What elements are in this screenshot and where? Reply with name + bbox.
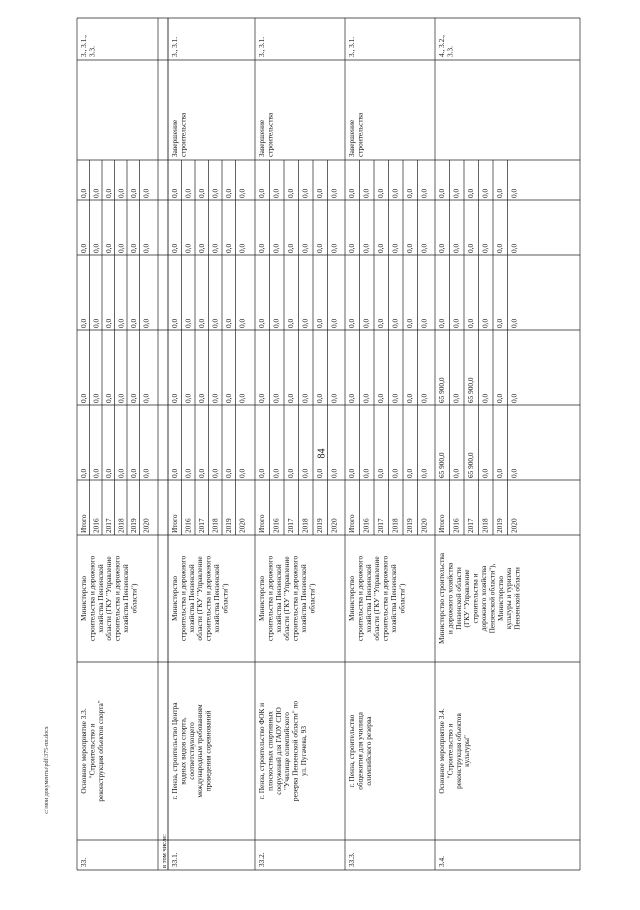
amount-value: 0,0	[79, 243, 88, 253]
amount-value: 0,0	[509, 318, 519, 328]
amount-value: 0,0	[210, 188, 220, 198]
year-label: 2020	[237, 518, 247, 533]
amount-value: 65 900,0	[466, 377, 475, 403]
year-label: 2018	[300, 518, 310, 533]
amount-value: 0,0	[300, 188, 310, 198]
amount-value: 0,0	[451, 318, 461, 328]
amount-value: 0,0	[451, 188, 461, 198]
amount-value: 0,0	[376, 468, 385, 478]
amount-value: 0,0	[224, 188, 233, 198]
amount-value: 0,0	[104, 243, 113, 253]
amount-value: 0,0	[509, 468, 519, 478]
amount-value: 0,0	[116, 318, 126, 328]
amount-value: 0,0	[129, 188, 138, 198]
amount-value: 0,0	[237, 188, 247, 198]
amount-value: 65 900,0	[466, 452, 475, 478]
amount-value: 0,0	[257, 188, 266, 198]
year-label: 2020	[141, 518, 151, 533]
responsible-executor: строительства и дорожного	[203, 555, 213, 642]
amount-value: 0,0	[480, 188, 490, 198]
amount-value: 0,0	[437, 318, 446, 328]
amount-value: 0,0	[170, 318, 179, 328]
responsible-executor: Пензенской области"),	[487, 563, 497, 634]
indicator-ref: 3., 3.1.	[257, 36, 266, 57]
year-label: 2019	[129, 518, 138, 533]
amount-value: 0,0	[129, 468, 138, 478]
activity-name: водных видов спорта,	[178, 717, 188, 785]
activity-name: реконструкция объектов	[453, 713, 463, 789]
activity-name: г. Пенза, строительство ФОК и	[257, 702, 266, 800]
amount-value: 0,0	[466, 243, 475, 253]
amount-value: 0,0	[315, 188, 324, 198]
amount-value: 0,0	[210, 243, 220, 253]
amount-value: 0,0	[271, 393, 281, 403]
amount-value: 0,0	[237, 318, 247, 328]
responsible-executor: Пензенской области	[512, 567, 522, 630]
amount-value: 0,0	[419, 318, 429, 328]
year-label: 2017	[104, 518, 113, 533]
amount-value: 0,0	[129, 393, 138, 403]
amount-value: 0,0	[104, 318, 113, 328]
year-label: 2016	[361, 518, 371, 533]
amount-value: 0,0	[79, 468, 88, 478]
expected-result: Завершение	[170, 119, 179, 157]
amount-value: 0,0	[91, 318, 101, 328]
amount-value: 0,0	[141, 243, 151, 253]
amount-value: 0,0	[405, 393, 414, 403]
amount-value: 0,0	[141, 188, 151, 198]
amount-value: 0,0	[224, 468, 233, 478]
amount-value: 0,0	[91, 468, 101, 478]
activity-name: "Строительство и	[87, 723, 97, 779]
year-label: 2020	[419, 518, 429, 533]
indicator-ref: 3., 3.1.,	[79, 35, 88, 57]
amount-value: 0,0	[197, 318, 206, 328]
activity-name: ул. Пугачева, 93	[299, 726, 308, 776]
amount-value: 0,0	[183, 243, 193, 253]
amount-value: 0,0	[495, 188, 504, 198]
amount-value: 0,0	[361, 393, 371, 403]
amount-value: 0,0	[376, 188, 385, 198]
activity-name: сооружений для ГАОУ СПО	[273, 707, 283, 795]
responsible-executor: культуры и туризма	[504, 567, 514, 630]
year-label: 2017	[376, 518, 385, 533]
year-label: 2017	[197, 518, 206, 533]
activity-name: олимпийского резерва	[363, 716, 373, 786]
responsible-executor: строительства и	[470, 573, 480, 624]
activity-name: резерва Пензенской области" по	[290, 700, 300, 802]
amount-value: 0,0	[495, 468, 504, 478]
activity-name: международным требованиям	[195, 704, 205, 798]
indicator-ref: 3.3.	[87, 46, 97, 57]
indicator-ref: 3., 3.1.	[170, 36, 179, 57]
responsible-executor: хозяйства Пензенской	[212, 564, 221, 633]
amount-value: 0,0	[271, 243, 281, 253]
amount-value: 0,0	[183, 468, 193, 478]
responsible-executor: строительства и дорожного	[290, 555, 300, 642]
responsible-executor: строительства и дорожного	[87, 555, 97, 642]
amount-value: 0,0	[170, 393, 179, 403]
amount-value: 0,0	[361, 188, 371, 198]
amount-value: 0,0	[390, 468, 400, 478]
year-label: 2019	[405, 518, 414, 533]
amount-value: 0,0	[104, 468, 113, 478]
year-label: Итого	[79, 514, 88, 533]
responsible-executor: хозяйства Пензенской	[389, 564, 398, 633]
year-label: 2018	[116, 518, 126, 533]
amount-value: 0,0	[361, 468, 371, 478]
responsible-executor: хозяйства Пензенской	[186, 564, 196, 633]
responsible-executor: области")	[129, 583, 139, 614]
amount-value: 0,0	[495, 318, 504, 328]
amount-value: 0,0	[197, 468, 206, 478]
responsible-executor: (ГКУ "Управление	[462, 569, 472, 628]
expected-result: Завершение	[257, 119, 266, 157]
amount-value: 0,0	[91, 243, 101, 253]
indicator-ref: 4., 3.2.,	[437, 35, 446, 57]
amount-value: 0,0	[79, 318, 88, 328]
amount-value: 0,0	[495, 393, 504, 403]
year-label: 2017	[466, 518, 475, 533]
year-label: 2019	[224, 518, 233, 533]
amount-value: 0,0	[361, 243, 371, 253]
amount-value: 0,0	[437, 243, 446, 253]
amount-value: 0,0	[329, 188, 339, 198]
year-label: 2016	[271, 518, 281, 533]
amount-value: 0,0	[329, 468, 339, 478]
amount-value: 0,0	[300, 243, 310, 253]
amount-value: 65 900,0	[437, 452, 446, 478]
amount-value: 0,0	[347, 243, 356, 253]
amount-value: 0,0	[210, 393, 220, 403]
responsible-executor: дорожного хозяйства	[479, 565, 488, 632]
amount-value: 0,0	[170, 188, 179, 198]
amount-value: 0,0	[257, 243, 266, 253]
amount-value: 0,0	[315, 243, 324, 253]
amount-value: 0,0	[271, 468, 281, 478]
amount-value: 0,0	[419, 393, 429, 403]
amount-value: 0,0	[451, 243, 461, 253]
amount-value: 0,0	[315, 318, 324, 328]
amount-value: 0,0	[480, 318, 490, 328]
amount-value: 0,0	[257, 393, 266, 403]
responsible-executor: Министерство строительства	[437, 553, 446, 644]
amount-value: 0,0	[451, 468, 461, 478]
year-label: 2016	[183, 518, 193, 533]
amount-value: 0,0	[183, 393, 193, 403]
amount-value: 0,0	[116, 188, 126, 198]
amount-value: 0,0	[509, 393, 519, 403]
indicator-ref: 3.3.	[445, 46, 455, 57]
activity-name: проведения соревнований	[203, 710, 213, 792]
amount-value: 0,0	[347, 188, 356, 198]
amount-value: 0,0	[286, 188, 295, 198]
amount-value: 0,0	[300, 468, 310, 478]
activity-name: "Строительство и	[445, 723, 455, 779]
expected-result: строительства	[355, 112, 365, 157]
amount-value: 0,0	[116, 468, 126, 478]
row-number: 33.3.	[347, 852, 356, 867]
activity-name: Основное мероприятие 3.4.	[437, 708, 446, 794]
activity-name: г. Пенза, строительство	[347, 714, 356, 788]
amount-value: 0,0	[300, 318, 310, 328]
year-label: 2020	[509, 518, 519, 533]
year-label: 2017	[286, 518, 295, 533]
responsible-executor: хозяйства Пензенской	[121, 564, 130, 633]
responsible-executor: области (ГКУ "Управление	[104, 556, 114, 641]
indicator-ref: 3., 3.1.	[347, 36, 356, 57]
activity-name: "Училище олимпийского	[282, 712, 292, 790]
amount-value: 0,0	[224, 393, 233, 403]
activity-name: общежития для училища	[355, 712, 365, 790]
amount-value: 0,0	[104, 188, 113, 198]
amount-value: 0,0	[210, 318, 220, 328]
responsible-executor: строительства и дорожного	[265, 555, 275, 642]
responsible-executor: строительства и дорожного	[112, 555, 122, 642]
amount-value: 0,0	[480, 243, 490, 253]
responsible-executor: области")	[220, 583, 230, 614]
amount-value: 0,0	[79, 393, 88, 403]
amount-value: 0,0	[390, 393, 400, 403]
responsible-executor: области")	[307, 583, 317, 614]
year-label: 2018	[390, 518, 400, 533]
activity-name: реконструкция объектов спорта"	[95, 700, 105, 802]
amount-value: 0,0	[116, 393, 126, 403]
amount-value: 0,0	[271, 188, 281, 198]
amount-value: 0,0	[116, 243, 126, 253]
responsible-executor: области (ГКУ "Управление	[195, 556, 205, 641]
amount-value: 0,0	[286, 393, 295, 403]
row-number: 33.	[79, 857, 88, 867]
responsible-executor: области (ГКУ "Управление	[372, 556, 382, 641]
row-number: 33.1.	[170, 852, 179, 867]
amount-value: 0,0	[437, 188, 446, 198]
amount-value: 0,0	[271, 318, 281, 328]
responsible-executor: и дорожного хозяйства	[445, 562, 455, 635]
amount-value: 0,0	[361, 318, 371, 328]
amount-value: 0,0	[197, 393, 206, 403]
amount-value: 0,0	[197, 188, 206, 198]
amount-value: 0,0	[286, 468, 295, 478]
amount-value: 0,0	[405, 318, 414, 328]
responsible-executor: строительства и дорожного	[380, 555, 390, 642]
amount-value: 0,0	[257, 468, 266, 478]
amount-value: 0,0	[257, 318, 266, 328]
year-label: 2020	[329, 518, 339, 533]
responsible-executor: Пензенской области	[453, 567, 463, 630]
amount-value: 0,0	[329, 318, 339, 328]
amount-value: 0,0	[480, 393, 490, 403]
amount-value: 0,0	[466, 318, 475, 328]
responsible-executor: Министерство	[495, 576, 505, 621]
year-label: Итого	[257, 514, 266, 533]
responsible-executor: области (ГКУ "Управление	[282, 556, 292, 641]
amount-value: 0,0	[141, 393, 151, 403]
year-label: Итого	[437, 514, 446, 533]
amount-value: 0,0	[329, 243, 339, 253]
responsible-executor: строительства и дорожного	[178, 555, 188, 642]
subtotal-caption: в том числе:	[161, 834, 168, 868]
responsible-executor: Министерство	[257, 576, 266, 621]
activity-name: плоскостных спортивных	[265, 711, 275, 791]
activity-name: культуры"	[462, 735, 472, 767]
amount-value: 0,0	[466, 188, 475, 198]
amount-value: 0,0	[141, 468, 151, 478]
amount-value: 0,0	[237, 243, 247, 253]
expected-result: строительства	[178, 112, 188, 157]
year-label: 2019	[315, 518, 324, 533]
amount-value: 0,0	[300, 393, 310, 403]
year-label: Итого	[347, 514, 356, 533]
amount-value: 0,0	[405, 243, 414, 253]
amount-value: 0,0	[347, 393, 356, 403]
amount-value: 0,0	[347, 468, 356, 478]
amount-value: 0,0	[286, 243, 295, 253]
amount-value: 0,0	[224, 318, 233, 328]
amount-value: 0,0	[224, 243, 233, 253]
responsible-executor: Министерство	[79, 576, 88, 621]
amount-value: 0,0	[405, 188, 414, 198]
year-label: 2018	[480, 518, 490, 533]
amount-value: 0,0	[315, 468, 324, 478]
amount-value: 0,0	[405, 468, 414, 478]
amount-value: 0,0	[390, 188, 400, 198]
amount-value: 0,0	[376, 243, 385, 253]
amount-value: 0,0	[91, 188, 101, 198]
year-label: Итого	[170, 514, 179, 533]
amount-value: 0,0	[237, 468, 247, 478]
amount-value: 0,0	[390, 243, 400, 253]
row-number: 33.2.	[257, 852, 266, 867]
amount-value: 0,0	[376, 393, 385, 403]
amount-value: 0,0	[141, 318, 151, 328]
amount-value: 0,0	[183, 188, 193, 198]
amount-value: 0,0	[495, 243, 504, 253]
amount-value: 0,0	[129, 243, 138, 253]
amount-value: 0,0	[509, 243, 519, 253]
amount-value: 0,0	[286, 318, 295, 328]
amount-value: 0,0	[91, 393, 101, 403]
row-number: 3.4.	[437, 856, 446, 867]
amount-value: 0,0	[104, 393, 113, 403]
amount-value: 0,0	[376, 318, 385, 328]
amount-value: 0,0	[170, 468, 179, 478]
year-label: 2016	[451, 518, 461, 533]
responsible-executor: хозяйства Пензенской	[273, 564, 283, 633]
amount-value: 0,0	[419, 188, 429, 198]
amount-value: 0,0	[347, 318, 356, 328]
activity-name: соответствующего	[186, 722, 196, 780]
amount-value: 0,0	[419, 468, 429, 478]
amount-value: 0,0	[79, 188, 88, 198]
amount-value: 0,0	[451, 393, 461, 403]
year-label: 2019	[495, 518, 504, 533]
year-label: 2016	[91, 518, 101, 533]
amount-value: 0,0	[129, 318, 138, 328]
amount-value: 0,0	[315, 393, 324, 403]
responsible-executor: хозяйства Пензенской	[299, 564, 308, 633]
responsible-executor: хозяйства Пензенской	[363, 564, 373, 633]
expected-result: строительства	[265, 112, 275, 157]
page-number: 84	[316, 448, 328, 458]
amount-value: 0,0	[480, 468, 490, 478]
responsible-executor: хозяйства Пензенской	[95, 564, 105, 633]
amount-value: 0,0	[197, 243, 206, 253]
responsible-executor: Министерство	[170, 576, 179, 621]
amount-value: 0,0	[509, 188, 519, 198]
responsible-executor: Министерство	[347, 576, 356, 621]
responsible-executor: строительства и дорожного	[355, 555, 365, 642]
amount-value: 0,0	[237, 393, 247, 403]
amount-value: 65 900,0	[437, 377, 446, 403]
amount-value: 0,0	[210, 468, 220, 478]
amount-value: 0,0	[170, 243, 179, 253]
amount-value: 0,0	[419, 243, 429, 253]
year-label: 2018	[210, 518, 220, 533]
amount-value: 0,0	[390, 318, 400, 328]
responsible-executor: области")	[397, 583, 407, 614]
amount-value: 0,0	[183, 318, 193, 328]
expected-result: Завершение	[347, 119, 356, 157]
activity-name: Основное мероприятие 3.3.	[79, 708, 88, 794]
amount-value: 0,0	[329, 393, 339, 403]
footer-file-path: c:\мои документы\pdf\375-пп.docx	[44, 726, 50, 814]
activity-name: г. Пенза, строительство Центра	[170, 702, 179, 800]
